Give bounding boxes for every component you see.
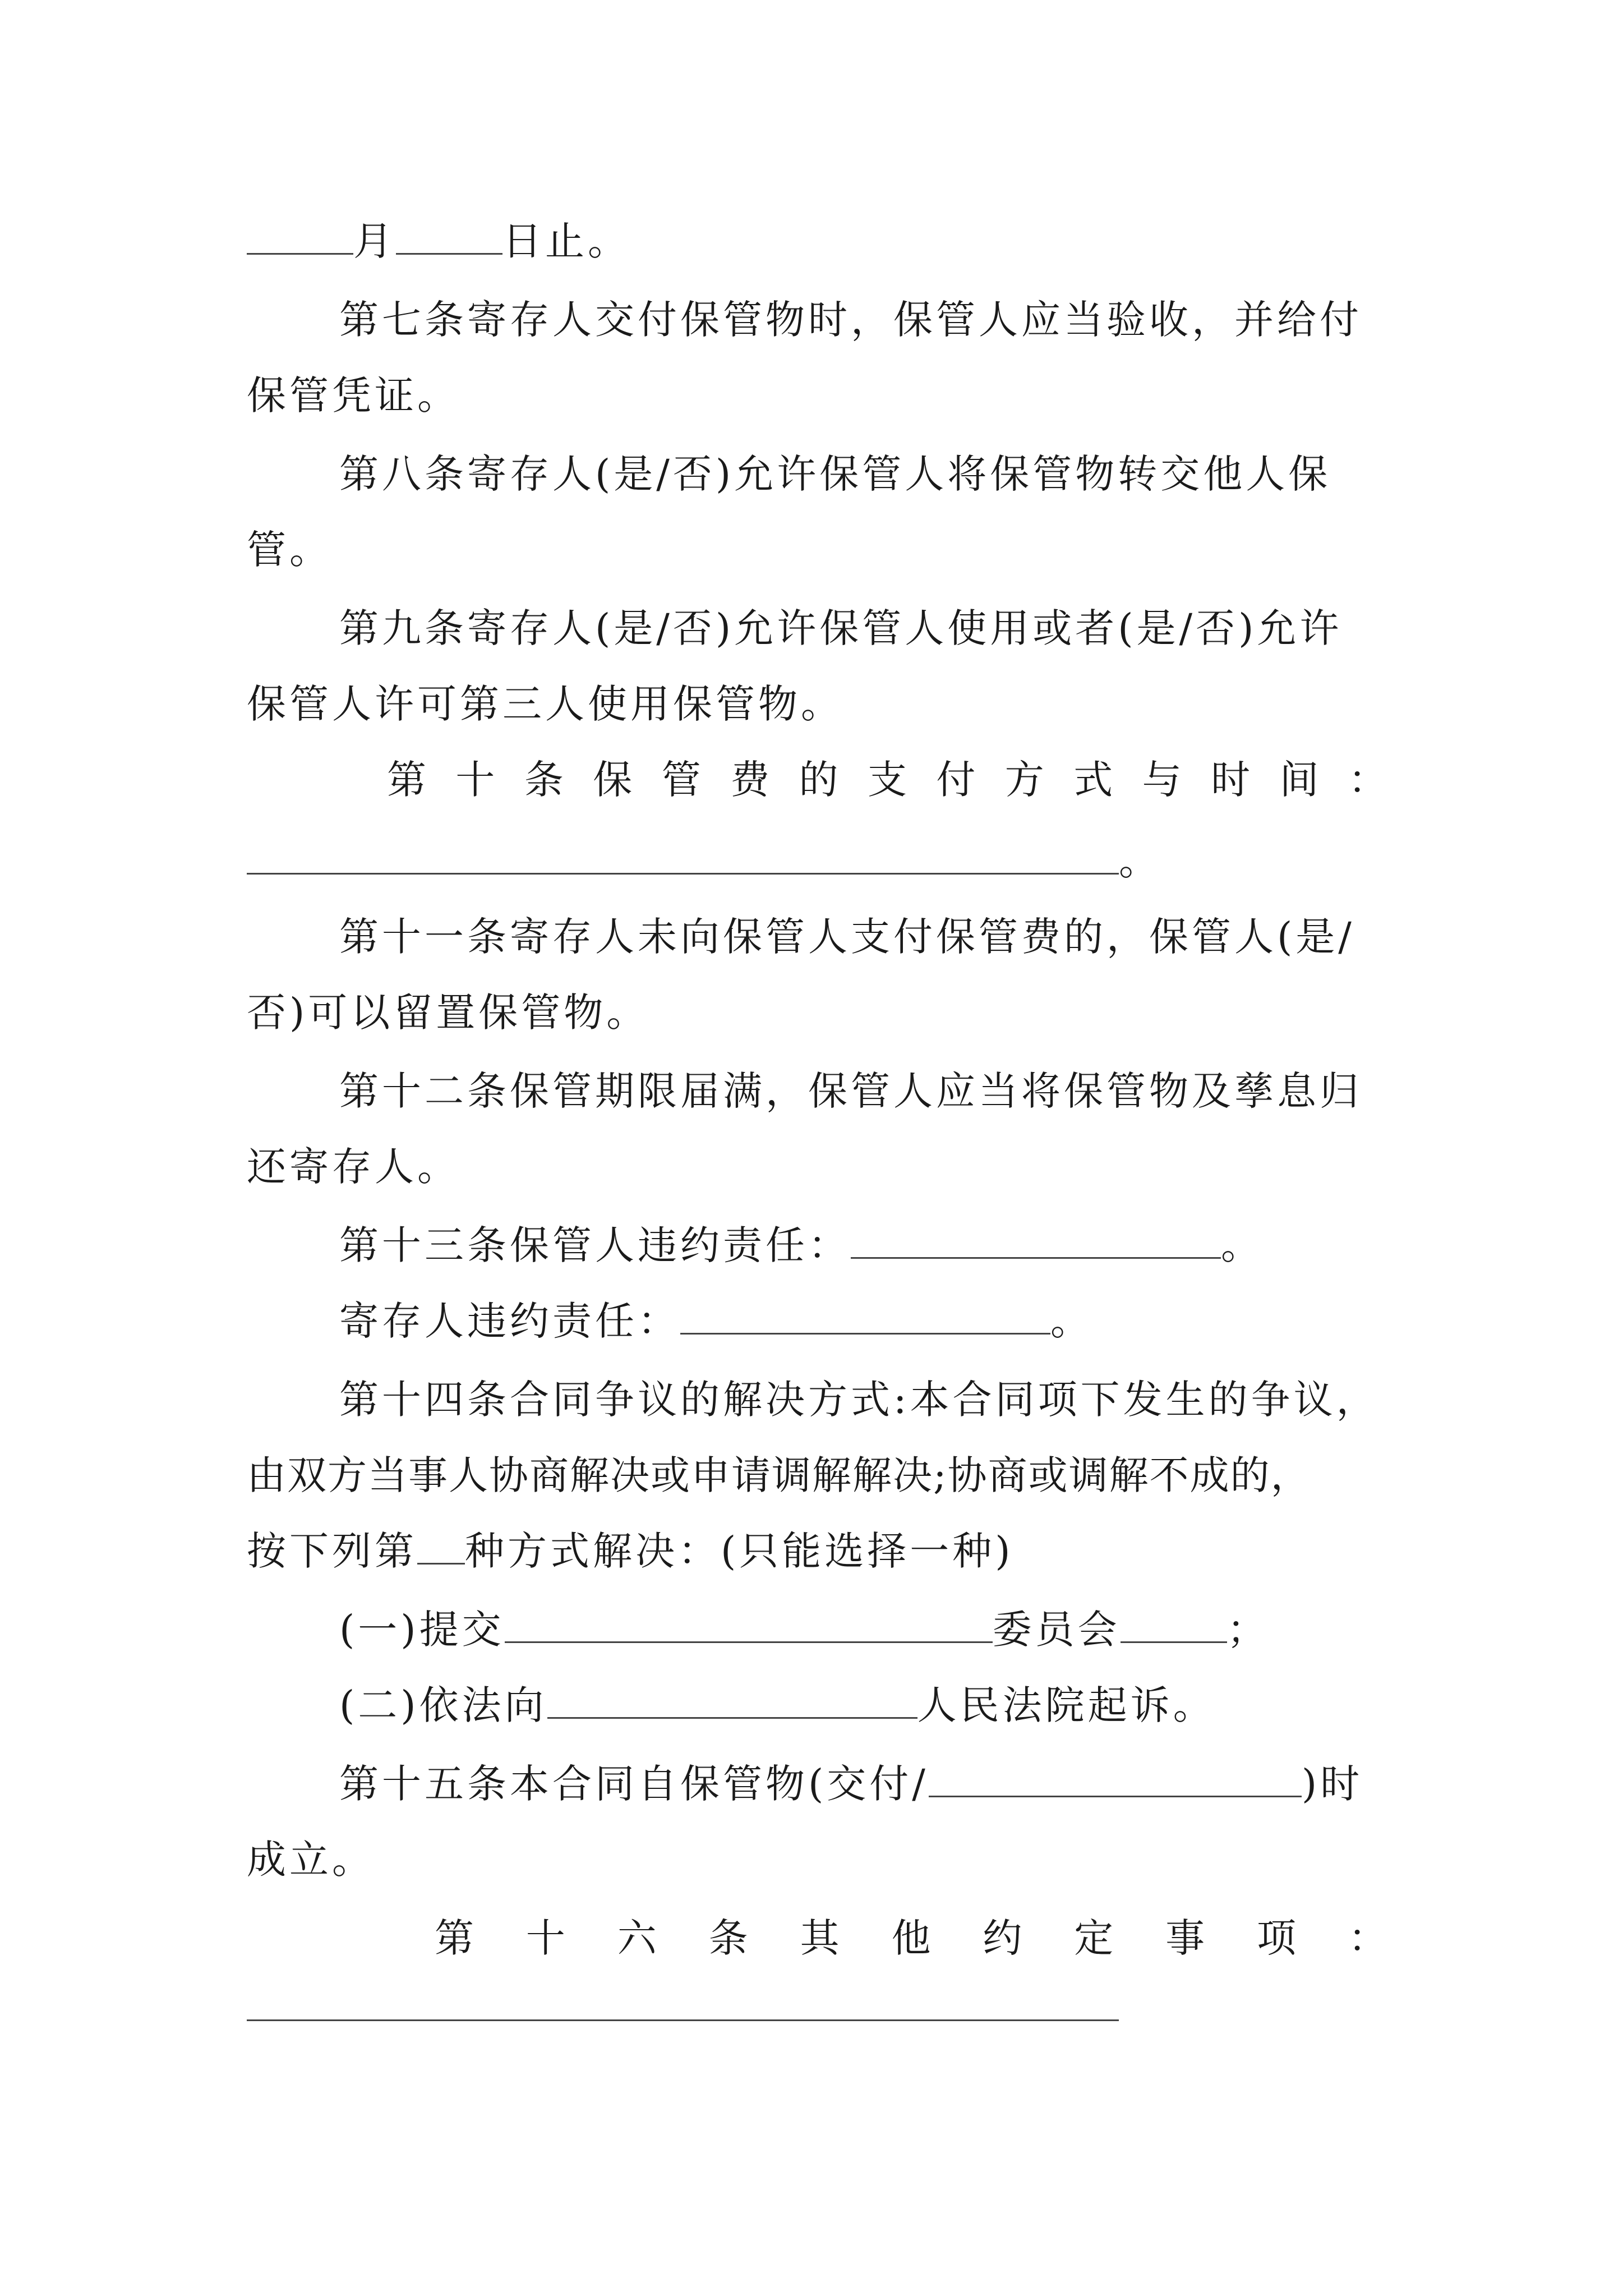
keeper-liability-label: 第十三条保管人违约责任： — [339, 1222, 851, 1268]
establishment-condition-blank[interactable] — [929, 1756, 1302, 1797]
article-15-line-2: 成立。 — [247, 1837, 375, 1883]
art16-char: 项 — [1257, 1915, 1300, 1961]
art16-char: 十 — [525, 1915, 569, 1961]
art10-char: 管 — [661, 757, 704, 803]
art10-char: 方 — [1004, 757, 1048, 803]
day-label: 日止。 — [502, 218, 630, 264]
art16-char: 事 — [1165, 1915, 1209, 1961]
option-2-prefix: (二)依法向 — [339, 1682, 547, 1728]
arbitration-name-blank[interactable] — [505, 1602, 993, 1643]
art16-char: 六 — [617, 1915, 660, 1961]
article-14-line-1: 第十四条合同争议的解决方式:本合同项下发生的争议， — [339, 1377, 1379, 1423]
option-1-semicolon: ； — [1227, 1607, 1270, 1653]
payment-method-blank[interactable] — [247, 834, 1119, 875]
depositor-liability-label: 寄存人违约责任： — [339, 1298, 680, 1344]
month-label: 月 — [353, 218, 396, 264]
article-13-line-2 — [339, 1290, 1391, 1352]
date-end-line — [247, 210, 1391, 272]
art10-char: ： — [1348, 757, 1391, 803]
day-blank[interactable] — [396, 214, 502, 255]
option-2-line — [339, 1674, 1391, 1736]
art16-char: ： — [1348, 1915, 1391, 1961]
article-14-line-3 — [247, 1520, 1391, 1582]
article-12-line-1: 第十二条保管期限届满，保管人应当将保管物及孳息归 — [339, 1068, 1362, 1114]
article-7-line-1: 第七条寄存人交付保管物时，保管人应当验收，并给付 — [339, 297, 1362, 343]
method-choice-suffix: 种方式解决：(只能选择一种) — [465, 1528, 1014, 1574]
month-blank[interactable] — [247, 214, 353, 255]
art10-char: 保 — [593, 757, 636, 803]
art16-char: 其 — [800, 1915, 843, 1961]
article-15-suffix: )时 — [1301, 1761, 1363, 1807]
art16-char: 条 — [708, 1915, 751, 1961]
art10-char: 间 — [1279, 757, 1322, 803]
court-name-blank[interactable] — [547, 1678, 917, 1719]
article-8-line-1: 第八条寄存人(是/否)允许保管人将保管物转交他人保 — [339, 451, 1331, 497]
article-13-line-1 — [339, 1214, 1391, 1276]
article-8-line-2: 管。 — [247, 527, 332, 573]
option-1-line — [339, 1599, 1391, 1660]
art16-char: 他 — [891, 1915, 934, 1961]
article-11-line-1: 第十一条寄存人未向保管人支付保管费的，保管人(是/ — [339, 914, 1355, 960]
depositor-liability-period: 。 — [1050, 1298, 1093, 1344]
option-1-committee: 委员会 — [992, 1607, 1121, 1653]
option-1-prefix: (一)提交 — [339, 1607, 505, 1653]
art10-char: 与 — [1142, 757, 1185, 803]
article-10-line-1 — [387, 749, 1391, 811]
article-14-line-2: 由双方当事人协商解决或申请调解解决;协商或调解不成的， — [247, 1452, 1311, 1498]
method-choice-blank[interactable] — [417, 1524, 465, 1565]
art10-char: 时 — [1211, 757, 1254, 803]
arbitration-extra-blank[interactable] — [1121, 1602, 1227, 1643]
art16-char: 约 — [983, 1915, 1026, 1961]
article-9-line-2: 保管人许可第三人使用保管物。 — [247, 681, 843, 727]
article-15-line-1 — [339, 1753, 1391, 1815]
art10-char: 条 — [524, 757, 567, 803]
art10-char: 十 — [455, 757, 499, 803]
method-choice-prefix: 按下列第 — [247, 1528, 417, 1574]
art16-char: 第 — [435, 1915, 477, 1961]
keeper-liability-blank[interactable] — [851, 1218, 1221, 1259]
article-12-line-2: 还寄存人。 — [247, 1144, 460, 1190]
art10-char: 第 — [387, 757, 430, 803]
art10-char: 付 — [936, 757, 979, 803]
article-16-line-1 — [435, 1907, 1391, 1969]
art10-char: 支 — [867, 757, 910, 803]
article-9-line-1: 第九条寄存人(是/否)允许保管人使用或者(是/否)允许 — [339, 605, 1343, 651]
article-7-line-2: 保管凭证。 — [247, 372, 460, 418]
art10-char: 费 — [730, 757, 773, 803]
article-10-period: 。 — [1119, 838, 1161, 884]
keeper-liability-period: 。 — [1221, 1222, 1264, 1268]
art16-char: 定 — [1074, 1915, 1117, 1961]
article-10-line-2 — [247, 830, 1391, 892]
option-2-suffix: 人民法院起诉。 — [917, 1682, 1216, 1728]
depositor-liability-blank[interactable] — [680, 1294, 1050, 1335]
other-terms-blank[interactable] — [247, 2019, 1119, 2021]
article-11-line-2: 否)可以留置保管物。 — [247, 990, 649, 1036]
art10-char: 式 — [1073, 757, 1117, 803]
article-15-prefix: 第十五条本合同自保管物(交付/ — [339, 1761, 929, 1807]
art10-char: 的 — [799, 757, 842, 803]
